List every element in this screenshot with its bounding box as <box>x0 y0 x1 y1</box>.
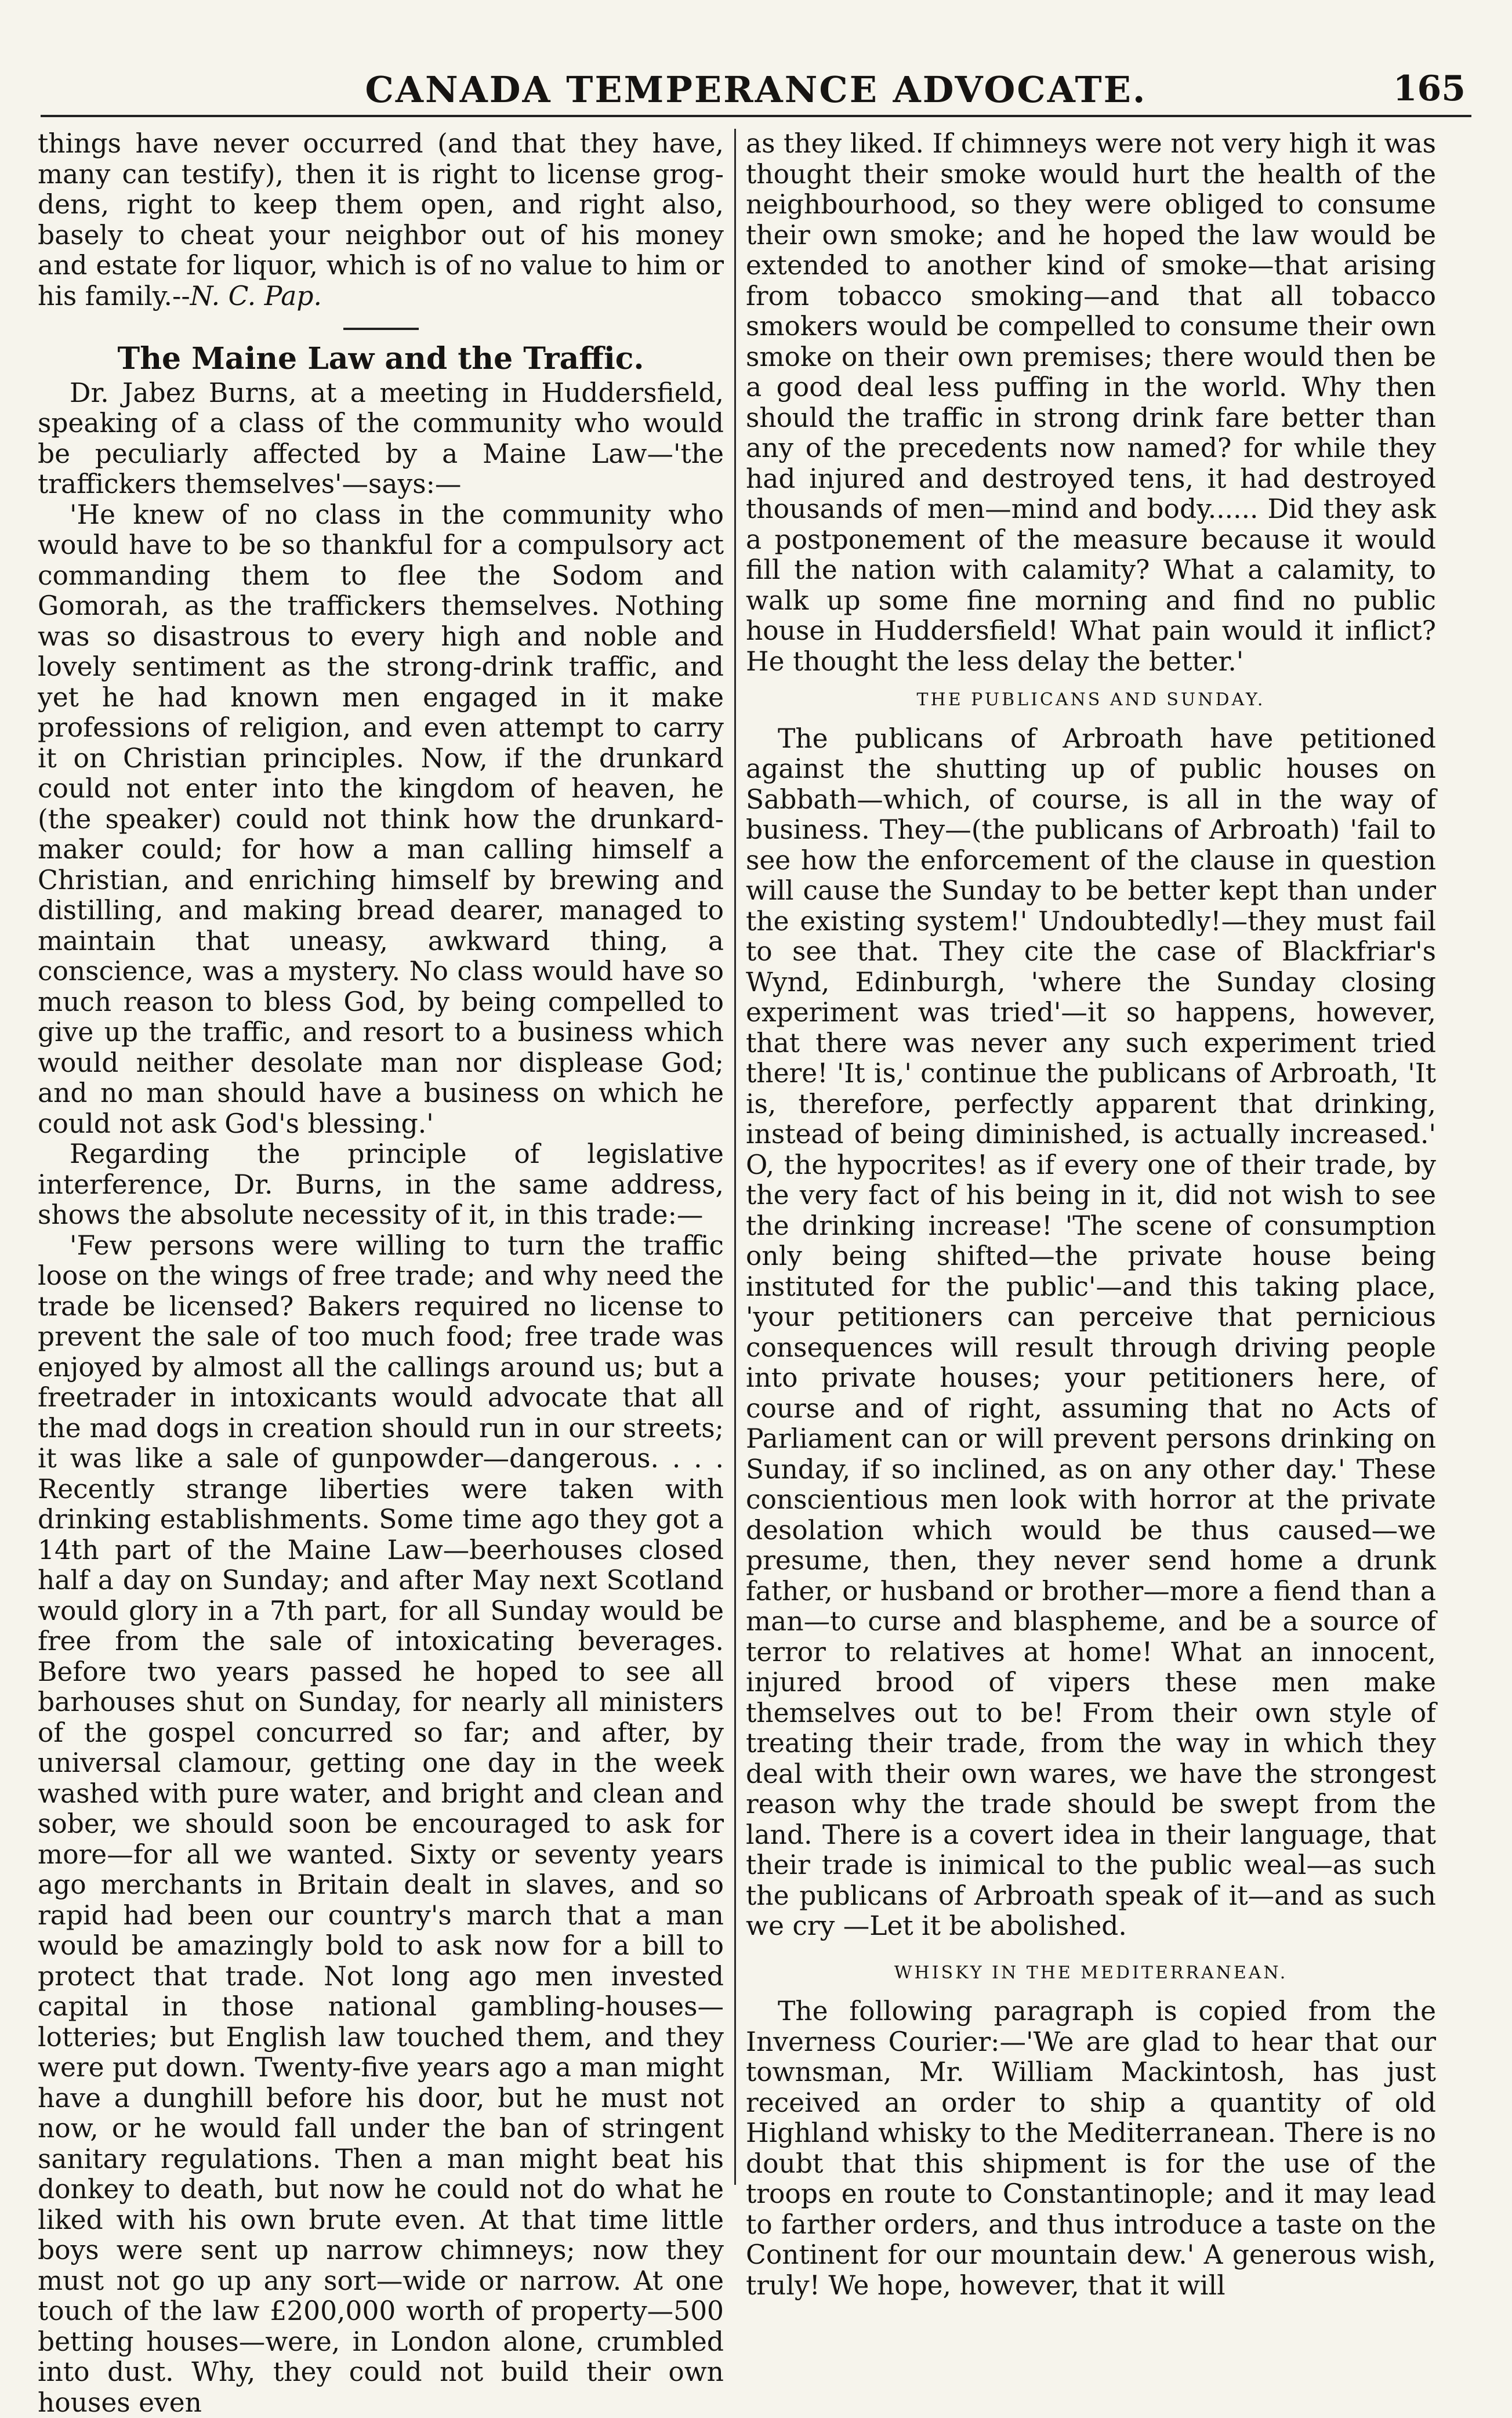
running-header <box>41 68 1471 117</box>
article-heading: The Maine Law and the Traffic. <box>38 344 724 375</box>
paragraph: 'Few persons were willing to turn the traffic loose on the wings of free trade; and why need the trade be licensed? Bakers required no license to prevent the sale of too much food; free trade was enjoyed by almost all the callings around us; but a freetrader in intoxicants would advocate that all the mad dogs in creation should run in our streets; it was like a sale of gunpowder—dangerous. . . . Recently strange liberties were taken with drinking establishments. Some time ago they got a 14th part of the Maine Law—beerhouses closed half a day on Sunday; and after May next Scotland would glory in a 7th part, for all Sunday would be free from the sale of intoxicating beverages. Before two years passed he hoped to see all barhouses shut on Sunday, for nearly all ministers of the gospel concurred so far; and after, by universal clamour, getting one day in the week washed with pure water, and bright and clean and sober, we should soon be encouraged to ask for more—for all we wanted. Sixty or seventy years ago merchants in Britain dealt in slaves, and so rapid had been our country's march that a man would be amazingly bold to ask now for a bill to protect that trade. Not long ago men invested capital in those national gambling-houses—lotteries; but English law touched them, and they were put down. Twenty-five years ago a man might have a dunghill before his door, but he must not now, or he would fall under the ban of stringent sanitary regulations. Then a man might beat his donkey to death, but now he could not do what he liked with his own brute even. At that time little boys were sent up narrow chimneys; now they must not go up any sort—wide or narrow. At one touch of the law £200,000 worth of property—500 betting houses—were, in London alone, crumbled into dust. Why, they could not build their own houses even <box>38 1231 724 2418</box>
paragraph: 'He knew of no class in the community who would have to be so thankful for a compulsory act commanding them to flee the Sodom and Gomorah, as the traffickers themselves. Nothing was so disastrous to every high and noble and lovely sentiment as the strong-drink traffic, and yet he had known men engaged in it make professions of religion, and even attempt to carry it on Christian principles. Now, if the drunkard could not enter into the kingdom of heaven, he (the speaker) could not think how the drunkard-maker could; for how a man calling himself a Christian, and enriching himself by brewing and distilling, and making bread dearer, managed to maintain that uneasy, awkward thing, a conscience, was a mystery. No class would have so much reason to bless God, by being compelled to give up the traffic, and resort to a business which would neither desolate man nor displease God; and no man should have a business on which he could not ask God's blessing.' <box>38 500 724 1140</box>
column-divider <box>734 129 736 2185</box>
paragraph <box>38 129 724 311</box>
source-attribution: N. C. Pap. <box>190 281 322 311</box>
page-number: 165 <box>1393 68 1466 109</box>
article-heading: THE PUBLICANS AND SUNDAY. <box>746 685 1436 716</box>
paragraph: Dr. Jabez Burns, at a meeting in Huddersfield, speaking of a class of the community who would be peculiarly affected by a Maine Law—'the traffickers themselves'—says:— <box>38 378 724 500</box>
left-column <box>38 129 724 2181</box>
right-column <box>746 129 1436 2181</box>
section-divider <box>343 328 419 330</box>
paragraph: Regarding the principle of legislative interference, Dr. Burns, in the same address, shows the absolute necessity of it, in this trade:— <box>38 1139 724 1231</box>
paragraph: The following paragraph is copied from the Inverness Courier:—'We are glad to hear that our townsman, Mr. William Mackintosh, has just received an order to ship a quantity of old Highland whisky to the Mediterranean. There is no doubt that this shipment is for the use of the troops en route to Constantinople; and it may lead to farther orders, and thus introduce a taste on the Continent for our mountain dew.' A generous wish, truly! We hope, however, that it will <box>746 1996 1436 2301</box>
paragraph-text: things have never occurred (and that they have, many can testify), then it is right to license grog-dens, right to keep them open, and right also, basely to cheat your neighbor out of his money and estate for liquor, which is of no value to him or his family.-- <box>38 128 724 311</box>
paragraph: The publicans of Arbroath have petitioned against the shutting up of public houses on Sabbath—which, of course, is all in the way of business. They—(the publicans of Arbroath) 'fail to see how the enforcement of the clause in question will cause the Sunday to be better kept than under the existing system!' Undoubtedly!—they must fail to see that. They cite the case of Blackfriar's Wynd, Edinburgh, 'where the Sunday closing experiment was tried'—it so happens, however, that there was never any such experiment tried there! 'It is,' continue the publicans of Arbroath, 'It is, therefore, perfectly apparent that drinking, instead of being diminished, is actually increased.' O, the hypocrites! as if every one of their trade, by the very fact of his being in it, did not wish to see the drinking increase! 'The scene of consumption only being shifted—the private house being instituted for the public'—and this taking place, 'your petitioners can perceive that pernicious consequences will result through driving people into private houses; your petitioners here, of course and of right, assuming that no Acts of Parliament can or will prevent persons drinking on Sunday, if so inclined, as on any other day.' These conscientious men look with horror at the private desolation which would be thus caused—we presume, then, they never send home a drunk father, or husband or brother—more a fiend than a man—to curse and blaspheme, and be a source of terror to relatives at home! What an innocent, injured brood of vipers these men make themselves out to be! From their own style of treating their trade, from the way in which they deal with their own wares, we have the strongest reason why the trade should be swept from the land. There is a covert idea in their language, that their trade is inimical to the public weal—as such the publicans of Arbroath speak of it—and as such we cry —Let it be abolished. <box>746 724 1436 1942</box>
article-heading: WHISKY IN THE MEDITERRANEAN. <box>746 1958 1436 1989</box>
publication-title: CANADA TEMPERANCE ADVOCATE. <box>41 68 1471 111</box>
paragraph: as they liked. If chimneys were not very high it was thought their smoke would hurt the health of the neighbourhood, so they were obliged to consume their own smoke; and he hoped the law would be extended to another kind of smoke—that arising from tobacco smoking—and that all tobacco smokers would be compelled to consume their own smoke on their own premises; there would then be a good deal less puffing in the world. Why then should the traffic in strong drink fare better than any of the precedents now named? for while they had injured and destroyed tens, it had destroyed thousands of men—mind and body...... Did they ask a postponement of the measure because it would fill the nation with calamity? What a calamity, to walk up some fine morning and find no public house in Huddersfield! What pain would it inflict? He thought the less delay the better.' <box>746 129 1436 677</box>
